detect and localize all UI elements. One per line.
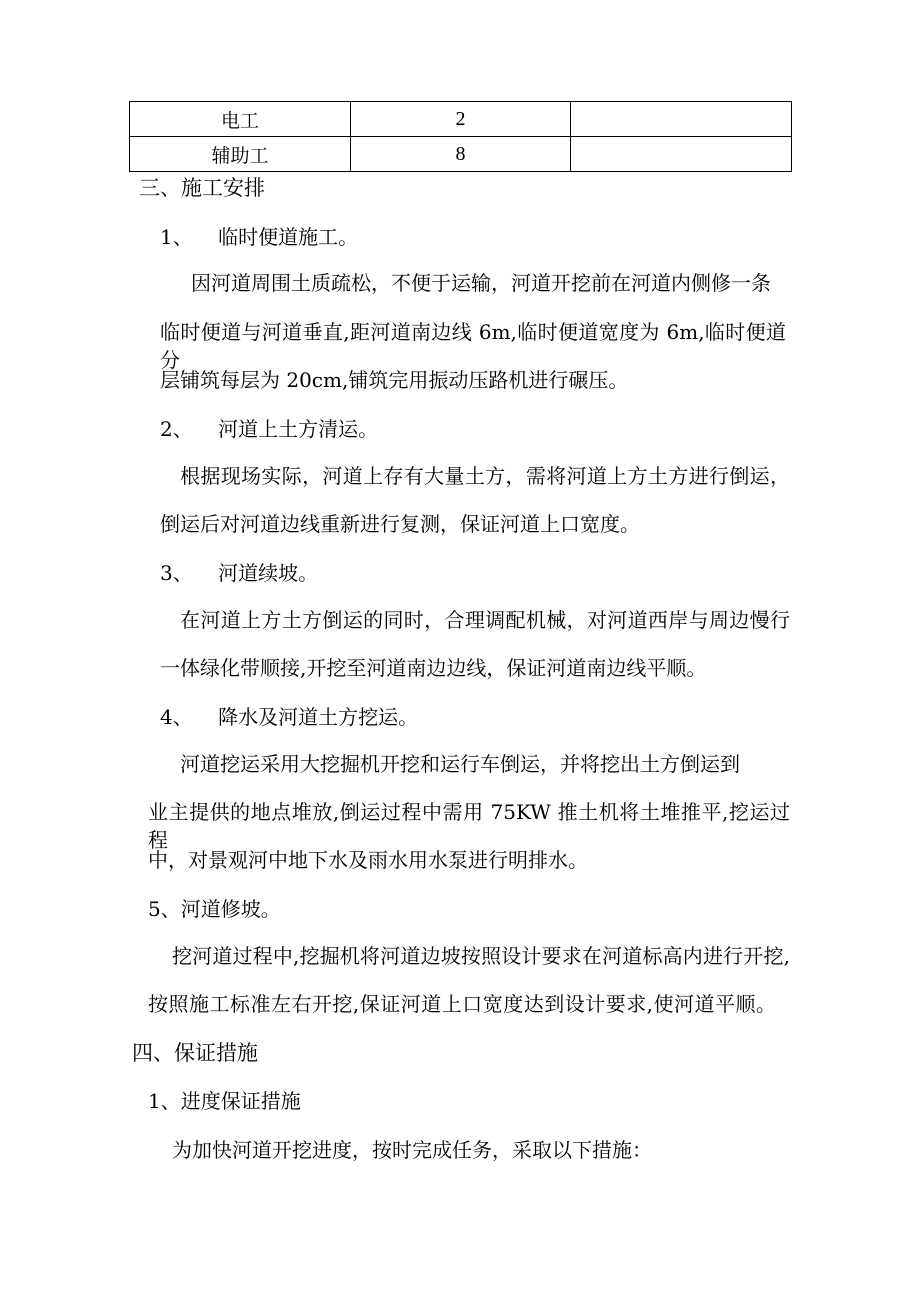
item-title: 4、 降水及河道土方挖运。 bbox=[160, 705, 419, 729]
item-title: 5、河道修坡。 bbox=[148, 897, 281, 921]
table-cell-note bbox=[571, 102, 792, 137]
paragraph-line: 根据现场实际，河道上存有大量土方，需将河道上方土方进行倒运， bbox=[180, 464, 790, 488]
section-heading: 三、施工安排 bbox=[139, 176, 265, 200]
paragraph-line: 河道挖运采用大挖掘机开挖和运行车倒运，并将挖出土方倒运到 bbox=[180, 752, 740, 776]
paragraph-line: 层铺筑每层为 20cm,铺筑完用振动压路机进行碾压。 bbox=[160, 368, 629, 392]
table-cell-role: 辅助工 bbox=[130, 137, 351, 172]
paragraph-line: 临时便道与河道垂直,距河道南边线 6m,临时便道宽度为 6m,临时便道分 bbox=[160, 320, 786, 372]
paragraph-line: 按照施工标准左右开挖,保证河道上口宽度达到设计要求,使河道平顺。 bbox=[148, 992, 776, 1016]
paragraph-line: 为加快河道开挖进度，按时完成任务，采取以下措施： bbox=[172, 1138, 652, 1162]
table-row bbox=[130, 102, 792, 137]
table-cell-note bbox=[571, 137, 792, 172]
item-title: 3、 河道续坡。 bbox=[160, 561, 319, 585]
table-row bbox=[130, 137, 792, 172]
section-heading: 四、保证措施 bbox=[132, 1041, 258, 1065]
paragraph-line: 挖河道过程中,挖掘机将河道边坡按照设计要求在河道标高内进行开挖, bbox=[172, 944, 790, 968]
table-cell-count: 2 bbox=[351, 102, 571, 137]
staff-table bbox=[129, 101, 792, 172]
item-title: 1、进度保证措施 bbox=[148, 1089, 301, 1113]
paragraph-line: 业主提供的地点堆放,倒运过程中需用 75KW 推土机将土堆推平,挖运过程 bbox=[148, 800, 790, 852]
paragraph-line: 一体绿化带顺接,开挖至河道南边边线，保证河道南边线平顺。 bbox=[160, 656, 707, 680]
table-cell-role: 电工 bbox=[130, 102, 351, 137]
item-title: 2、 河道上土方清运。 bbox=[160, 417, 379, 441]
paragraph-line: 中，对景观河中地下水及雨水用水泵进行明排水。 bbox=[148, 848, 588, 872]
paragraph-line: 在河道上方土方倒运的同时，合理调配机械，对河道西岸与周边慢行 bbox=[180, 608, 790, 632]
paragraph-line: 倒运后对河道边线重新进行复测，保证河道上口宽度。 bbox=[160, 512, 640, 536]
paragraph-line: 因河道周围土质疏松，不便于运输，河道开挖前在河道内侧修一条 bbox=[191, 271, 771, 295]
table-cell-count: 8 bbox=[351, 137, 571, 172]
item-title: 1、 临时便道施工。 bbox=[160, 225, 359, 249]
